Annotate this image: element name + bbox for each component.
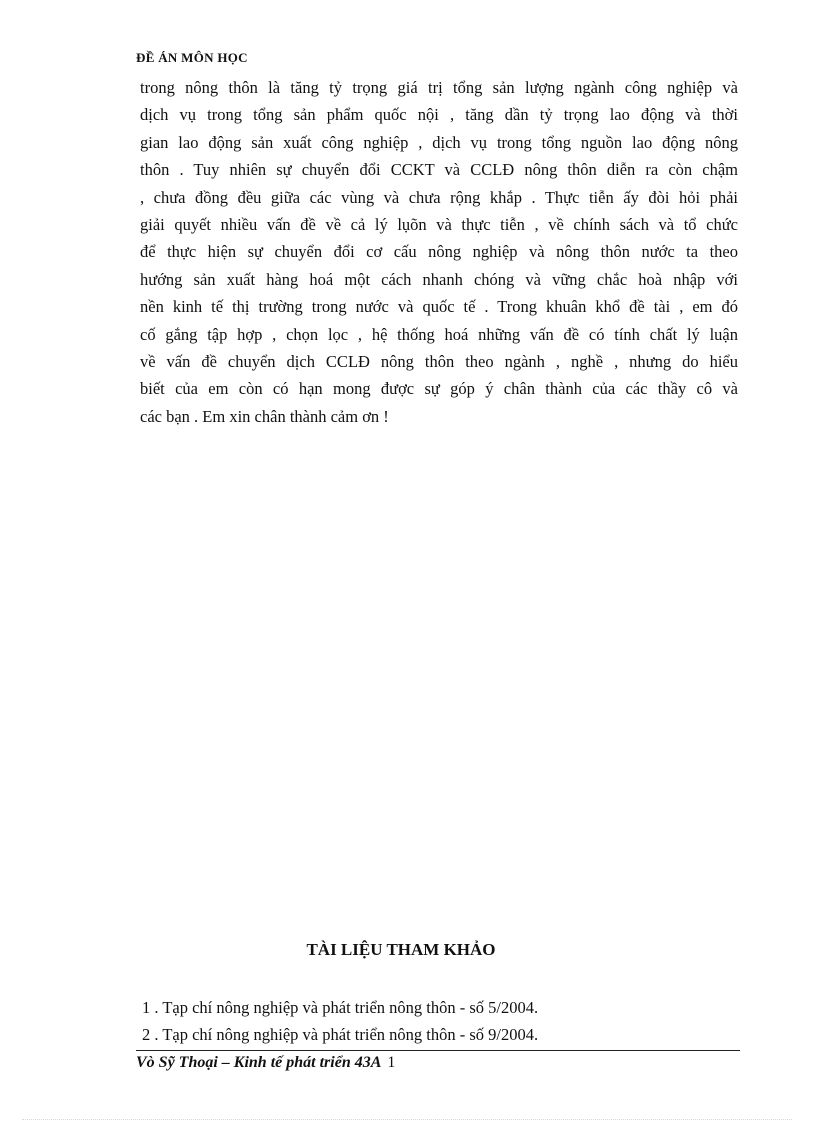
body-line: trong nông thôn là tăng tỷ trọng giá trị tổng sản lượng ngành công nghiệp và bbox=[140, 78, 738, 97]
body-line: cố gắng tập hợp , chọn lọc , hệ thống hoá những vấn đề có tính chất lý luận bbox=[140, 324, 738, 344]
body-line: biết của em còn có hạn mong được sự góp ý chân thành của các thầy cô và bbox=[140, 379, 738, 399]
footer-rule bbox=[136, 1050, 740, 1051]
body-line: , chưa đồng đều giữa các vùng và chưa rộng khắp . Thực tiễn ấy đòi hỏi phải bbox=[140, 187, 738, 207]
body-line: gian lao động sản xuất công nghiệp , dịch vụ trong tổng nguồn lao động nông bbox=[140, 132, 738, 152]
reference-item: 1 . Tạp chí nông nghiệp và phát triển nông thôn - số 5/2004. bbox=[142, 998, 539, 1017]
footer-author: Vò Sỹ Thoại – Kinh tế phát triển 43A bbox=[136, 1054, 382, 1071]
reference-item: 2 . Tạp chí nông nghiệp và phát triển nông thôn - số 9/2004. bbox=[142, 1025, 539, 1044]
body-line: thôn . Tuy nhiên sự chuyển đổi CCKT và CCLĐ nông thôn diễn ra còn chậm bbox=[140, 160, 738, 180]
body-line: hướng sản xuất hàng hoá một cách nhanh chóng và vững chắc hoà nhập với bbox=[140, 269, 738, 289]
page-footer bbox=[136, 1054, 395, 1072]
page-header: ĐỀ ÁN MÔN HỌC bbox=[136, 50, 248, 65]
references-list bbox=[142, 994, 538, 1048]
body-line: về vấn đề chuyển dịch CCLĐ nông thôn theo ngành , nghề , nhưng do hiểu bbox=[140, 351, 738, 371]
body-line: dịch vụ trong tổng sản phẩm quốc nội , tăng dần tỷ trọng lao động và thời bbox=[140, 105, 738, 125]
body-line: nền kinh tế thị trường trong nước và quốc tế . Trong khuân khổ đề tài , em đó bbox=[140, 297, 738, 317]
page-number: 1 bbox=[387, 1054, 396, 1071]
references-title: TÀI LIỆU THAM KHẢO bbox=[306, 940, 496, 959]
body-line: giải quyết nhiều vấn đề về cả lý lụõn và thực tiễn , về chính sách và tổ chức bbox=[140, 214, 738, 234]
body-line: để thực hiện sự chuyển đổi cơ cấu nông nghiệp và nông thôn nước ta theo bbox=[140, 242, 738, 262]
page-bottom-border bbox=[22, 1119, 792, 1120]
body-line: các bạn . Em xin chân thành cảm ơn ! bbox=[140, 406, 389, 426]
body-paragraph bbox=[140, 74, 738, 430]
